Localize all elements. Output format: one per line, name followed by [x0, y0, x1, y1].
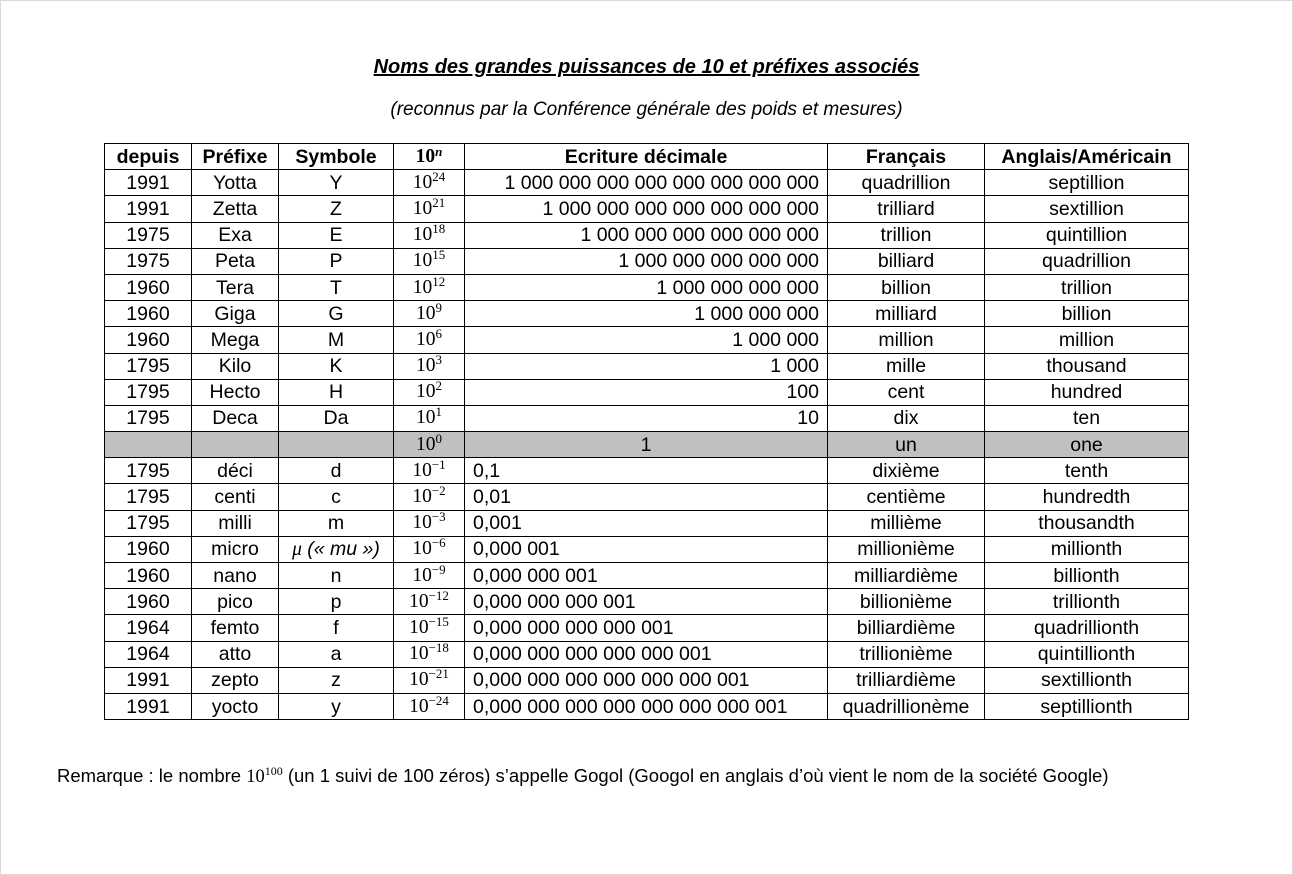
cell-prefix: Kilo — [192, 353, 279, 379]
power-base: 10 — [412, 197, 433, 219]
cell-symbol: d — [279, 458, 394, 484]
cell-year: 1960 — [105, 536, 192, 562]
remark-power-base: 10 — [246, 767, 265, 787]
table-row — [105, 615, 1189, 641]
power-exponent: −1 — [431, 457, 446, 472]
cell-francais: quadrillion — [828, 170, 985, 196]
power-base: 10 — [412, 276, 433, 298]
cell-power — [394, 353, 465, 379]
cell-francais: dixième — [828, 458, 985, 484]
cell-anglais: ten — [985, 405, 1189, 431]
cell-francais: milliard — [828, 301, 985, 327]
cell-francais: mille — [828, 353, 985, 379]
table-row — [105, 563, 1189, 589]
cell-power — [394, 458, 465, 484]
cell-anglais: quintillionth — [985, 641, 1189, 667]
cell-decimal: 1 000 000 000 000 000 000 000 000 — [465, 170, 828, 196]
power-base: 10 — [416, 355, 436, 377]
remark-before: Remarque : le nombre — [57, 765, 247, 786]
cell-anglais: one — [985, 432, 1189, 458]
cell-anglais: million — [985, 327, 1189, 353]
table-row — [105, 589, 1189, 615]
cell-prefix: Mega — [192, 327, 279, 353]
cell-decimal: 0,000 000 000 000 000 000 001 — [465, 667, 828, 693]
symbol-note: (« mu ») — [301, 537, 380, 560]
cell-anglais: billionth — [985, 563, 1189, 589]
header-power-exp: n — [435, 143, 443, 159]
cell-symbol: G — [279, 301, 394, 327]
remark-after: (un 1 suivi de 100 zéros) s’appelle Gogol (Googol en anglais d’où vient le nom de la société Google) — [282, 765, 1109, 786]
cell-power — [394, 510, 465, 536]
table-row — [105, 667, 1189, 693]
cell-prefix — [192, 432, 279, 458]
cell-decimal: 0,000 000 001 — [465, 563, 828, 589]
header-ecriture: Ecriture décimale — [465, 144, 828, 170]
cell-year: 1795 — [105, 379, 192, 405]
remark — [57, 765, 1109, 788]
table-row — [105, 301, 1189, 327]
cell-symbol: p — [279, 589, 394, 615]
power-base: 10 — [416, 328, 436, 350]
cell-power — [394, 484, 465, 510]
cell-anglais: quadrillionth — [985, 615, 1189, 641]
table-row — [105, 484, 1189, 510]
cell-symbol: K — [279, 353, 394, 379]
cell-prefix: nano — [192, 563, 279, 589]
power-exponent: 12 — [432, 274, 446, 289]
cell-decimal: 1 000 000 — [465, 327, 828, 353]
cell-prefix: Hecto — [192, 379, 279, 405]
cell-symbol: c — [279, 484, 394, 510]
power-base: 10 — [412, 538, 432, 560]
header-francais: Français — [828, 144, 985, 170]
cell-symbol: E — [279, 222, 394, 248]
cell-decimal: 1 — [465, 432, 828, 458]
table-row — [105, 379, 1189, 405]
cell-prefix: milli — [192, 510, 279, 536]
cell-prefix: Deca — [192, 405, 279, 431]
cell-anglais: sextillionth — [985, 667, 1189, 693]
cell-anglais: septillionth — [985, 693, 1189, 719]
power-exponent: −18 — [428, 641, 449, 656]
cell-anglais: hundred — [985, 379, 1189, 405]
power-exponent: −3 — [431, 510, 446, 525]
cell-year: 1960 — [105, 327, 192, 353]
cell-prefix: atto — [192, 641, 279, 667]
cell-prefix: Zetta — [192, 196, 279, 222]
cell-year: 1795 — [105, 353, 192, 379]
cell-decimal: 1 000 000 000 000 000 000 000 — [465, 196, 828, 222]
power-base: 10 — [412, 564, 432, 586]
power-exponent: 15 — [432, 248, 446, 263]
cell-power — [394, 327, 465, 353]
cell-power — [394, 667, 465, 693]
power-base: 10 — [412, 224, 433, 246]
cell-year: 1991 — [105, 693, 192, 719]
cell-francais: billionième — [828, 589, 985, 615]
cell-decimal: 0,000 000 000 000 000 001 — [465, 641, 828, 667]
power-exponent: 24 — [432, 169, 446, 184]
cell-power — [394, 196, 465, 222]
cell-francais: centième — [828, 484, 985, 510]
cell-decimal: 0,001 — [465, 510, 828, 536]
power-exponent: −6 — [431, 536, 446, 551]
cell-symbol: P — [279, 248, 394, 274]
table-row — [105, 432, 1189, 458]
power-exponent: 18 — [432, 222, 446, 237]
table-row — [105, 170, 1189, 196]
power-exponent: 2 — [435, 379, 442, 394]
cell-year: 1991 — [105, 196, 192, 222]
cell-decimal: 0,000 000 000 000 001 — [465, 615, 828, 641]
cell-symbol — [279, 432, 394, 458]
power-base: 10 — [416, 407, 436, 429]
header-anglais: Anglais/Américain — [985, 144, 1189, 170]
cell-power — [394, 301, 465, 327]
cell-power — [394, 405, 465, 431]
cell-francais: billiardième — [828, 615, 985, 641]
power-exponent: −21 — [428, 667, 449, 682]
cell-prefix: Exa — [192, 222, 279, 248]
power-base: 10 — [409, 590, 429, 612]
cell-power — [394, 536, 465, 562]
page-title: Noms des grandes puissances de 10 et préfixes associés — [373, 56, 920, 78]
cell-symbol: y — [279, 693, 394, 719]
cell-decimal: 0,000 000 000 001 — [465, 589, 828, 615]
cell-anglais: quintillion — [985, 222, 1189, 248]
header-power — [394, 144, 465, 170]
cell-prefix: zepto — [192, 667, 279, 693]
cell-power — [394, 589, 465, 615]
cell-year: 1795 — [105, 510, 192, 536]
header-prefixe: Préfixe — [192, 144, 279, 170]
page-subtitle: (reconnus par la Conférence générale des poids et mesures) — [390, 99, 903, 120]
cell-year: 1960 — [105, 563, 192, 589]
cell-prefix: pico — [192, 589, 279, 615]
cell-symbol: T — [279, 274, 394, 300]
table-row — [105, 510, 1189, 536]
cell-anglais: billion — [985, 301, 1189, 327]
cell-francais: cent — [828, 379, 985, 405]
cell-symbol: Y — [279, 170, 394, 196]
cell-power — [394, 615, 465, 641]
cell-francais: trilliardième — [828, 667, 985, 693]
cell-decimal: 0,01 — [465, 484, 828, 510]
prefix-table — [104, 143, 1189, 720]
cell-year: 1960 — [105, 274, 192, 300]
cell-year: 1964 — [105, 615, 192, 641]
cell-francais: millième — [828, 510, 985, 536]
table-row — [105, 353, 1189, 379]
cell-year: 1975 — [105, 222, 192, 248]
table-row — [105, 196, 1189, 222]
table-row — [105, 693, 1189, 719]
power-base: 10 — [416, 433, 436, 455]
power-base: 10 — [416, 381, 436, 403]
cell-decimal: 0,1 — [465, 458, 828, 484]
cell-power — [394, 641, 465, 667]
cell-year: 1795 — [105, 405, 192, 431]
table-row — [105, 222, 1189, 248]
power-exponent: 3 — [435, 353, 442, 368]
cell-symbol: Z — [279, 196, 394, 222]
cell-decimal: 1 000 000 000 — [465, 301, 828, 327]
cell-anglais: hundredth — [985, 484, 1189, 510]
cell-francais: quadrillionème — [828, 693, 985, 719]
cell-decimal: 1 000 — [465, 353, 828, 379]
power-exponent: 21 — [432, 195, 446, 210]
cell-power — [394, 432, 465, 458]
cell-year: 1991 — [105, 667, 192, 693]
cell-francais: million — [828, 327, 985, 353]
cell-anglais: millionth — [985, 536, 1189, 562]
remark-power — [246, 764, 283, 787]
cell-decimal: 0,000 000 000 000 000 000 000 001 — [465, 693, 828, 719]
cell-anglais: thousand — [985, 353, 1189, 379]
cell-prefix: micro — [192, 536, 279, 562]
table-row — [105, 274, 1189, 300]
cell-anglais: quadrillion — [985, 248, 1189, 274]
power-base: 10 — [416, 302, 436, 324]
remark-power-exp: 100 — [264, 764, 283, 778]
cell-year: 1991 — [105, 170, 192, 196]
cell-prefix: Giga — [192, 301, 279, 327]
cell-prefix: centi — [192, 484, 279, 510]
cell-decimal: 100 — [465, 379, 828, 405]
power-base: 10 — [412, 459, 432, 481]
cell-symbol: n — [279, 563, 394, 589]
cell-power — [394, 248, 465, 274]
cell-year: 1975 — [105, 248, 192, 274]
cell-year: 1795 — [105, 458, 192, 484]
power-exponent: 6 — [435, 326, 442, 341]
power-base: 10 — [412, 250, 433, 272]
power-exponent: 0 — [435, 431, 442, 446]
table-row — [105, 405, 1189, 431]
cell-year: 1960 — [105, 589, 192, 615]
power-base: 10 — [412, 486, 432, 508]
cell-decimal: 1 000 000 000 000 — [465, 274, 828, 300]
cell-prefix: femto — [192, 615, 279, 641]
cell-symbol: M — [279, 327, 394, 353]
cell-anglais: tenth — [985, 458, 1189, 484]
cell-year: 1960 — [105, 301, 192, 327]
cell-power — [394, 379, 465, 405]
cell-francais: trilliard — [828, 196, 985, 222]
power-exponent: −15 — [428, 614, 449, 629]
power-base: 10 — [412, 512, 432, 534]
cell-power — [394, 274, 465, 300]
cell-francais: billion — [828, 274, 985, 300]
cell-symbol — [279, 536, 394, 562]
table-row — [105, 458, 1189, 484]
cell-year: 1964 — [105, 641, 192, 667]
cell-prefix: Tera — [192, 274, 279, 300]
power-base: 10 — [409, 643, 429, 665]
cell-symbol: z — [279, 667, 394, 693]
table-row — [105, 327, 1189, 353]
cell-symbol: f — [279, 615, 394, 641]
power-base: 10 — [409, 616, 429, 638]
cell-year — [105, 432, 192, 458]
cell-symbol: H — [279, 379, 394, 405]
power-exponent: −12 — [428, 588, 449, 603]
header-symbole: Symbole — [279, 144, 394, 170]
cell-francais: billiard — [828, 248, 985, 274]
cell-symbol: m — [279, 510, 394, 536]
cell-anglais: septillion — [985, 170, 1189, 196]
cell-francais: trillionième — [828, 641, 985, 667]
table-header-row — [105, 144, 1189, 170]
cell-francais: dix — [828, 405, 985, 431]
power-base: 10 — [409, 669, 429, 691]
cell-prefix: Yotta — [192, 170, 279, 196]
cell-anglais: trillionth — [985, 589, 1189, 615]
power-exponent: −9 — [431, 562, 446, 577]
cell-symbol: Da — [279, 405, 394, 431]
cell-francais: millionième — [828, 536, 985, 562]
cell-decimal: 1 000 000 000 000 000 000 — [465, 222, 828, 248]
table-row — [105, 641, 1189, 667]
cell-symbol: a — [279, 641, 394, 667]
cell-anglais: trillion — [985, 274, 1189, 300]
power-exponent: −24 — [428, 693, 449, 708]
cell-prefix: Peta — [192, 248, 279, 274]
table-body — [105, 170, 1189, 720]
cell-decimal: 10 — [465, 405, 828, 431]
cell-year: 1795 — [105, 484, 192, 510]
cell-francais: trillion — [828, 222, 985, 248]
cell-prefix: déci — [192, 458, 279, 484]
power-exponent: −2 — [431, 483, 446, 499]
header-power-base: 10 — [415, 145, 436, 167]
cell-anglais: thousandth — [985, 510, 1189, 536]
power-exponent: 1 — [435, 405, 442, 420]
cell-power — [394, 170, 465, 196]
header-depuis: depuis — [105, 144, 192, 170]
cell-power — [394, 222, 465, 248]
power-exponent: 9 — [435, 300, 442, 315]
cell-anglais: sextillion — [985, 196, 1189, 222]
cell-francais: milliardième — [828, 563, 985, 589]
table-row — [105, 536, 1189, 562]
cell-power — [394, 563, 465, 589]
power-base: 10 — [412, 171, 433, 193]
power-base: 10 — [409, 695, 429, 717]
cell-prefix: yocto — [192, 693, 279, 719]
cell-francais: un — [828, 432, 985, 458]
cell-decimal: 1 000 000 000 000 000 — [465, 248, 828, 274]
symbol-glyph: μ — [292, 538, 302, 560]
cell-decimal: 0,000 001 — [465, 536, 828, 562]
table-row — [105, 248, 1189, 274]
cell-power — [394, 693, 465, 719]
